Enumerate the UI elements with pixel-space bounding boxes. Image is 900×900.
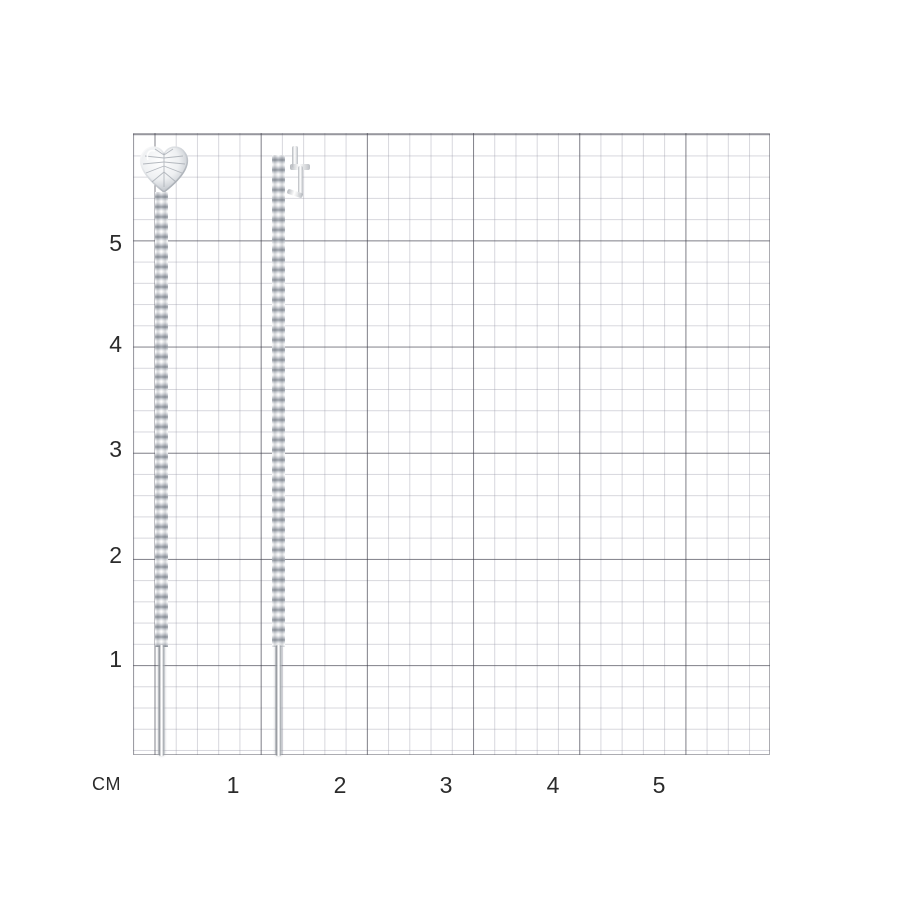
x-axis-tick-1: 1	[226, 772, 240, 798]
unit-caption: CM	[92, 774, 121, 794]
y-axis-tick-3: 3	[109, 436, 122, 462]
x-axis-tick-4: 4	[546, 772, 560, 798]
y-axis-tick-5: 5	[109, 230, 122, 256]
y-axis-tick-1: 1	[109, 646, 122, 672]
x-axis-tick-3: 3	[439, 772, 453, 798]
right-earring-bead-chain	[272, 155, 285, 647]
right-earring-straight-bar	[275, 645, 282, 756]
x-axis-tick-2: 2	[333, 772, 347, 798]
y-axis-tick-2: 2	[109, 542, 122, 568]
x-axis-tick-5: 5	[652, 772, 666, 798]
right-earring-hook-clasp	[283, 146, 313, 204]
y-axis-tick-4: 4	[109, 331, 122, 357]
